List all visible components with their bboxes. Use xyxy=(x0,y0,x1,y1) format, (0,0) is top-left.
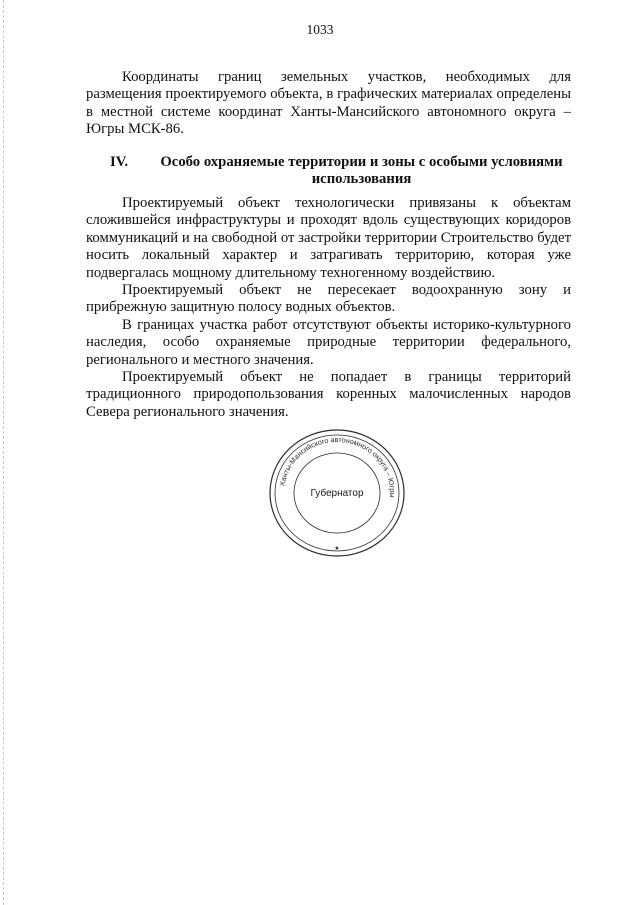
section-number: IV. xyxy=(110,154,129,170)
paragraph-water-zone: Проектируемый объект не пересекает водоохранную зону и прибрежную защитную полосу водных объектов. xyxy=(86,282,571,316)
page-number: 1033 xyxy=(306,22,334,37)
page-edge-dashes xyxy=(3,0,5,905)
stamp-center-text: Губернатор xyxy=(310,488,364,499)
paragraph-heritage: В границах участка работ отсутствуют объекты историко-культурного наследия, особо охраняемые природные территории федерального, регионального и местного значения. xyxy=(86,316,571,368)
section-title: Особо охраняемые территории и зоны с особыми условиями использования xyxy=(160,154,563,187)
governor-stamp xyxy=(267,426,407,560)
section-heading xyxy=(86,154,571,188)
paragraph-infrastructure: Проектируемый объект технологически привязаны к объектам сложившейся инфраструктуры и проходят вдоль существующих коридоров коммуникаций и на свободной от застройки территории Строительство будет носить локальный характер и затрагивать территорию, которая уже подвергалась мощному длительному техногенному воздействию. xyxy=(86,195,571,281)
paragraph-traditional-land: Проектируемый объект не попадает в границы территорий традиционного природопользования коренных малочисленных народов Севера регионального значения. xyxy=(86,369,571,420)
section-body xyxy=(86,195,571,421)
intro-block xyxy=(86,69,571,139)
stamp-ring-text: Ханты-Мансийского автономного округа – Югры xyxy=(277,434,398,498)
intro-paragraph: Координаты границ земельных участков, необходимых для размещения проектируемого объекта, в графических материалах определены в местной системе координат Ханты-Мансийского автономного округа – Югры МСК-86. xyxy=(86,69,571,138)
stamp-star-icon: ★ xyxy=(334,546,340,552)
